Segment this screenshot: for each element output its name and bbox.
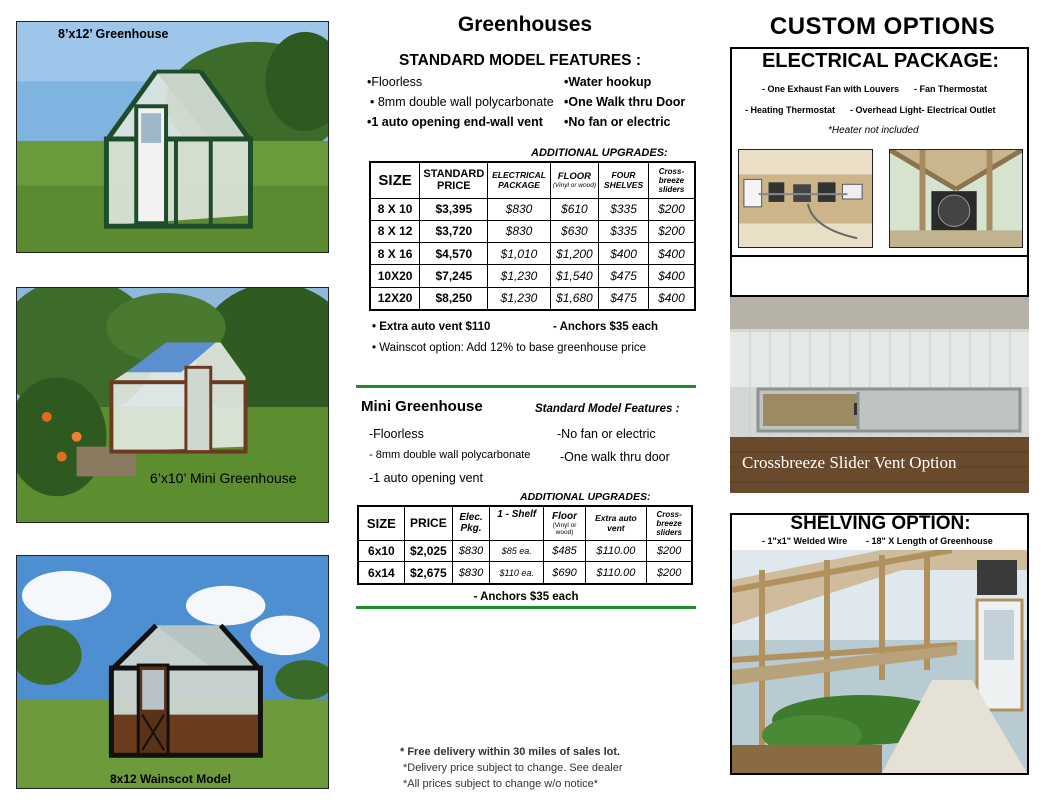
price-cell: $3,720 bbox=[420, 220, 488, 242]
price-cell: $3,395 bbox=[420, 198, 488, 220]
price-cell: $485 bbox=[544, 540, 585, 562]
mini-feature-right-2: -One walk thru door bbox=[560, 450, 670, 464]
price-cell: $830 bbox=[488, 220, 550, 242]
delivery-note-1: * Free delivery within 30 miles of sales lot. bbox=[400, 746, 621, 758]
col-crossbreeze: Cross-breeze sliders bbox=[647, 506, 692, 540]
col-shelf: 1 - Shelf bbox=[490, 506, 544, 540]
electrical-heading: ELECTRICAL PACKAGE: bbox=[761, 50, 1000, 72]
price-cell: $1,010 bbox=[488, 243, 550, 265]
price-cell: $475 bbox=[599, 287, 649, 310]
table-row bbox=[370, 243, 695, 265]
extra-vent-note: • Extra auto vent $110 bbox=[372, 321, 491, 333]
price-cell: $4,570 bbox=[420, 243, 488, 265]
blank-box bbox=[730, 255, 1029, 297]
price-cell: $610 bbox=[550, 198, 599, 220]
size-cell: 6x14 bbox=[358, 562, 404, 584]
shelving-item-1: - 1"x1" Welded Wire bbox=[762, 536, 848, 546]
divider-bottom bbox=[356, 606, 696, 609]
photo1-caption: 8’x12’ Greenhouse bbox=[58, 27, 169, 41]
table-row bbox=[370, 220, 695, 242]
mini-feature-left-1: -Floorless bbox=[369, 427, 424, 441]
price-cell: $335 bbox=[599, 220, 649, 242]
col-standard-price: STANDARD PRICE bbox=[420, 162, 488, 198]
price-cell: $1,230 bbox=[488, 287, 550, 310]
wainscot-note: • Wainscot option: Add 12% to base greenhouse price bbox=[372, 342, 647, 354]
mini-greenhouse-photo bbox=[16, 287, 329, 523]
price-cell: $200 bbox=[648, 220, 695, 242]
mini-pricing-table bbox=[357, 505, 693, 585]
size-cell: 8 X 10 bbox=[370, 198, 420, 220]
wainscot-model-photo bbox=[16, 555, 329, 789]
price-cell: $2,025 bbox=[404, 540, 452, 562]
elec-item-3: - Heating Thermostat bbox=[745, 105, 836, 115]
col-floor: Floor (Vinyl or wood) bbox=[544, 506, 585, 540]
size-cell: 8 X 12 bbox=[370, 220, 420, 242]
upgrades-label: ADDITIONAL UPGRADES: bbox=[531, 147, 668, 159]
shelving-photo bbox=[732, 550, 1027, 773]
price-cell: $630 bbox=[550, 220, 599, 242]
mini-standard-label: Standard Model Features : bbox=[535, 403, 680, 415]
price-cell: $690 bbox=[544, 562, 585, 584]
anchors-note: - Anchors $35 each bbox=[553, 321, 659, 333]
col-electrical: ELECTRICAL PACKAGE bbox=[488, 162, 550, 198]
mini-feature-left-2: - 8mm double wall polycarbonate bbox=[369, 449, 531, 461]
price-cell: $1,230 bbox=[488, 265, 550, 287]
heater-note: *Heater not included bbox=[828, 125, 919, 136]
mini-feature-left-3: -1 auto opening vent bbox=[369, 471, 483, 485]
price-cell: $8,250 bbox=[420, 287, 488, 310]
std-feature-right-2: •One Walk thru Door bbox=[564, 95, 686, 109]
price-cell: $830 bbox=[453, 540, 490, 562]
price-cell: $475 bbox=[599, 265, 649, 287]
table-row bbox=[370, 198, 695, 220]
elec-item-2: - Fan Thermostat bbox=[914, 84, 988, 94]
electrical-panel-photo bbox=[738, 149, 873, 248]
shelving-item-2: - 18" X Length of Greenhouse bbox=[866, 536, 993, 546]
page-title: Greenhouses bbox=[457, 13, 593, 36]
size-cell: 10X20 bbox=[370, 265, 420, 287]
col-elec-pkg: Elec. Pkg. bbox=[453, 506, 490, 540]
custom-options-title: CUSTOM OPTIONS bbox=[769, 13, 996, 40]
price-cell: $2,675 bbox=[404, 562, 452, 584]
price-cell: $400 bbox=[648, 243, 695, 265]
shelving-heading: SHELVING OPTION: bbox=[790, 513, 971, 534]
col-shelves: FOUR SHELVES bbox=[599, 162, 649, 198]
table-row bbox=[358, 540, 692, 562]
size-cell: 6x10 bbox=[358, 540, 404, 562]
std-feature-right-3: •No fan or electric bbox=[564, 115, 671, 129]
size-cell: 12X20 bbox=[370, 287, 420, 310]
col-crossbreeze: Cross-breeze sliders bbox=[648, 162, 695, 198]
price-cell: $830 bbox=[453, 562, 490, 584]
photo2-caption: 6’x10’ Mini Greenhouse bbox=[150, 470, 297, 486]
crossbreeze-caption: Crossbreeze Slider Vent Option bbox=[742, 453, 957, 472]
price-cell: $1,540 bbox=[550, 265, 599, 287]
std-feature-left-2: • 8mm double wall polycarbonate bbox=[370, 95, 554, 109]
delivery-note-3: *All prices subject to change w/o notice* bbox=[403, 778, 599, 790]
table-row bbox=[358, 562, 692, 584]
price-cell: $110.00 bbox=[585, 562, 647, 584]
mini-anchors-note: - Anchors $35 each bbox=[473, 591, 579, 603]
price-cell: $335 bbox=[599, 198, 649, 220]
col-size: SIZE bbox=[370, 162, 420, 198]
col-size: SIZE bbox=[358, 506, 404, 540]
price-cell: $400 bbox=[648, 265, 695, 287]
price-cell: $830 bbox=[488, 198, 550, 220]
exhaust-fan-photo bbox=[889, 149, 1023, 248]
col-floor: FLOOR (Vinyl or wood) bbox=[550, 162, 599, 198]
std-feature-left-3: •1 auto opening end-wall vent bbox=[367, 115, 543, 129]
price-cell: $1,200 bbox=[550, 243, 599, 265]
price-cell: $200 bbox=[648, 198, 695, 220]
price-cell: $1,680 bbox=[550, 287, 599, 310]
price-cell: $400 bbox=[599, 243, 649, 265]
price-cell: $200 bbox=[647, 562, 692, 584]
standard-pricing-table bbox=[369, 161, 696, 311]
std-feature-left-1: •Floorless bbox=[367, 75, 423, 89]
price-cell: $7,245 bbox=[420, 265, 488, 287]
table-row bbox=[370, 265, 695, 287]
standard-features-heading: STANDARD MODEL FEATURES : bbox=[399, 52, 641, 69]
mini-greenhouse-title: Mini Greenhouse bbox=[361, 398, 483, 415]
price-cell: $85 ea. bbox=[490, 540, 544, 562]
price-cell: $110 ea. bbox=[490, 562, 544, 584]
price-cell: $200 bbox=[647, 540, 692, 562]
photo3-caption: 8x12 Wainscot Model bbox=[110, 772, 231, 786]
divider-top bbox=[356, 385, 696, 388]
std-feature-right-1: •Water hookup bbox=[564, 75, 652, 89]
size-cell: 8 X 16 bbox=[370, 243, 420, 265]
mini-feature-right-1: -No fan or electric bbox=[557, 427, 656, 441]
elec-item-1: - One Exhaust Fan with Louvers bbox=[762, 84, 900, 94]
greenhouse-8x12-photo bbox=[16, 21, 329, 253]
price-cell: $400 bbox=[648, 287, 695, 310]
mini-upgrades-label: ADDITIONAL UPGRADES: bbox=[520, 491, 651, 503]
price-cell: $110.00 bbox=[585, 540, 647, 562]
elec-item-4: - Overhead Light- Electrical Outlet bbox=[850, 105, 996, 115]
table-row bbox=[370, 287, 695, 310]
delivery-note-2: *Delivery price subject to change. See dealer bbox=[403, 762, 623, 774]
col-price: PRICE bbox=[404, 506, 452, 540]
col-extra-vent: Extra auto vent bbox=[585, 506, 647, 540]
